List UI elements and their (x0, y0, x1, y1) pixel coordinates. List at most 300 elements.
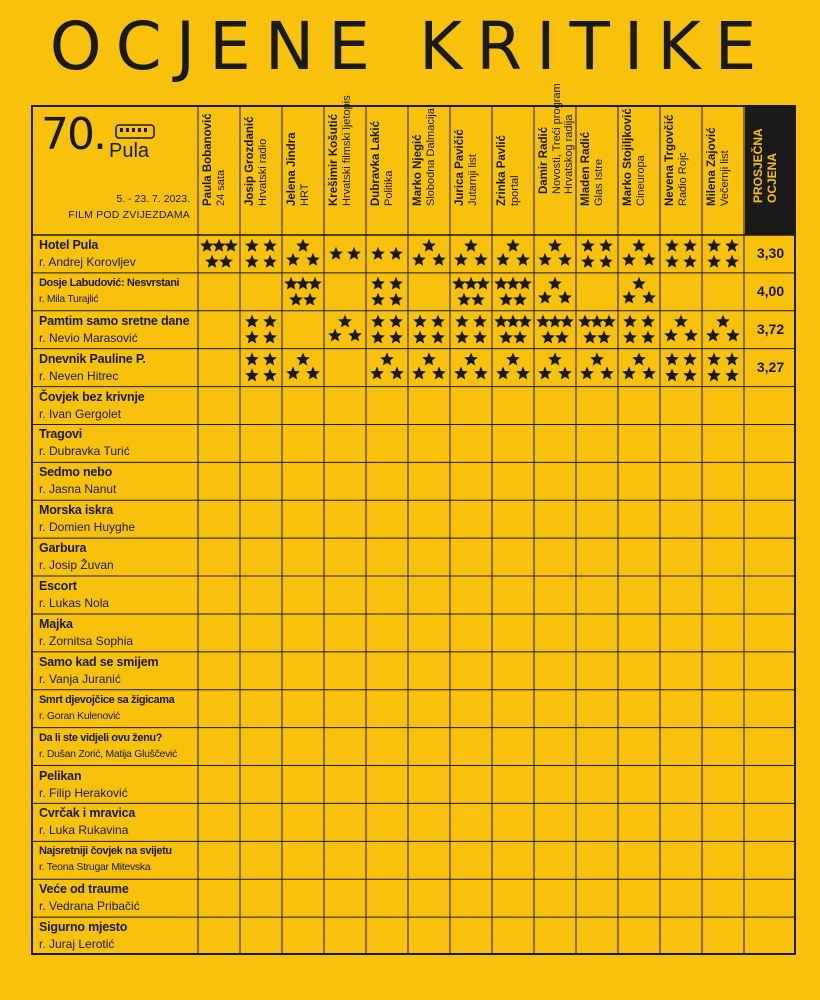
film-title: Hotel Pula (39, 238, 99, 252)
film-director: r. Zornitsa Sophia (39, 633, 134, 648)
star-icon (245, 239, 259, 252)
star-icon (328, 329, 342, 342)
critic-header (450, 105, 492, 235)
star-icon (471, 293, 485, 306)
star-icon (632, 277, 646, 290)
critic-name: Milena Zajović (706, 127, 718, 206)
star-icon (706, 329, 720, 342)
film-director: r. Domien Huyghe (39, 520, 136, 535)
festival-city: Pula (109, 140, 150, 162)
average-score (745, 879, 796, 917)
star-icon (474, 366, 488, 379)
film-row-label (31, 917, 198, 955)
star-icon (632, 352, 646, 365)
average-score (745, 690, 796, 728)
festival-dates: 5. - 23. 7. 2023. (116, 193, 190, 205)
rating-stars (494, 315, 532, 344)
star-icon (390, 366, 404, 379)
film-title: Escort (39, 579, 77, 594)
critic-header (534, 83, 576, 235)
rating-stars (286, 239, 320, 266)
film-row-label (31, 538, 198, 576)
star-icon (245, 255, 259, 268)
festival-tagline: FILM POD ZVIJEZDAMA (68, 209, 190, 221)
star-icon (263, 352, 277, 365)
critic-header (324, 95, 366, 235)
critic-header (282, 105, 324, 235)
rating-stars (538, 352, 572, 379)
rating-stars (622, 277, 656, 304)
critic-header (198, 105, 240, 235)
rating-stars (412, 239, 446, 266)
star-icon (371, 331, 385, 344)
star-icon (623, 331, 637, 344)
rating-stars (623, 315, 655, 344)
film-director: r. Josip Žuvan (39, 558, 114, 573)
critic-name: Krešimir Košutić (328, 113, 340, 206)
star-icon (455, 315, 469, 328)
star-icon (541, 331, 555, 344)
star-icon (683, 352, 697, 365)
average-score (745, 424, 796, 462)
star-icon (205, 255, 219, 268)
film-director: r. Ivan Gergolet (39, 406, 122, 421)
average-score (745, 652, 796, 690)
critic-header (618, 105, 660, 235)
star-icon (245, 368, 259, 381)
star-icon (506, 352, 520, 365)
average-score (745, 462, 796, 500)
film-director: r. Andrej Korovljev (39, 255, 136, 269)
critic-name: Paula Bobanović (202, 113, 214, 206)
critic-header (366, 105, 408, 235)
star-icon (219, 255, 233, 268)
film-title: Pamtim samo sretne dane (39, 313, 190, 328)
star-icon (599, 255, 613, 268)
star-icon (664, 329, 678, 342)
star-icon (329, 247, 343, 260)
star-icon (289, 293, 303, 306)
star-icon (245, 331, 259, 344)
average-score (745, 576, 796, 614)
star-icon (496, 366, 510, 379)
film-director: r. Vedrana Pribačić (39, 899, 140, 914)
star-icon (726, 329, 740, 342)
star-icon (286, 253, 300, 266)
rating-stars (245, 315, 277, 344)
star-icon (716, 315, 730, 328)
star-icon (583, 331, 597, 344)
critic-media: Hrvatski radio (257, 138, 269, 206)
star-icon (665, 239, 679, 252)
critic-media: Cineuropa (635, 155, 647, 206)
star-icon (422, 239, 436, 252)
film-row-label (31, 803, 198, 841)
star-icon (674, 315, 688, 328)
star-icon (431, 315, 445, 328)
star-icon (474, 253, 488, 266)
star-icon (347, 247, 361, 260)
star-icon (560, 315, 574, 328)
star-icon (496, 253, 510, 266)
film-row-label (31, 235, 198, 273)
star-icon (641, 315, 655, 328)
star-icon (516, 253, 530, 266)
film-title: Dnevnik Pauline P. (39, 351, 146, 366)
film-title: Dosje Labudović: Nesvrstani (39, 276, 180, 289)
star-icon (212, 239, 226, 252)
star-icon (432, 366, 446, 379)
star-icon (506, 239, 520, 252)
film-row-label (31, 462, 198, 500)
critic-header (492, 105, 534, 235)
star-icon (454, 366, 468, 379)
average-score (745, 803, 796, 841)
average-score: 3,27 (756, 358, 785, 375)
star-icon (284, 277, 298, 290)
star-icon (725, 255, 739, 268)
film-row-label (31, 841, 198, 879)
critic-header (660, 105, 702, 235)
rating-stars (371, 247, 403, 260)
star-icon (263, 239, 277, 252)
star-icon (499, 293, 513, 306)
star-icon (370, 366, 384, 379)
film-title: Veće od traume (39, 882, 129, 897)
star-icon (683, 368, 697, 381)
rating-stars (578, 315, 616, 344)
critic-name: Damir Radić (538, 126, 550, 194)
average-score (745, 614, 796, 652)
star-icon (371, 293, 385, 306)
film-director: r. Lukas Nola (39, 596, 110, 611)
rating-stars (665, 352, 697, 381)
star-icon (457, 293, 471, 306)
star-icon (464, 239, 478, 252)
average-score: 3,72 (756, 320, 785, 337)
arena-icon (115, 123, 155, 139)
rating-stars (455, 315, 487, 344)
film-director: r. Filip Heraković (39, 785, 128, 800)
film-title: Sedmo nebo (39, 465, 113, 480)
star-icon (306, 253, 320, 266)
critic-header (702, 105, 744, 235)
star-icon (707, 352, 721, 365)
star-icon (308, 277, 322, 290)
critic-media: Hrvatskog radija (563, 114, 575, 194)
average-score: 3,30 (756, 245, 785, 261)
film-director: r. Dubravka Turić (39, 444, 130, 459)
star-icon (707, 239, 721, 252)
film-row-label (31, 424, 198, 462)
star-icon (602, 315, 616, 328)
film-row-label (31, 728, 198, 766)
film-title: Smrt djevojčice sa žigicama (39, 693, 175, 706)
film-row-label (31, 500, 198, 538)
rating-stars (538, 239, 572, 266)
star-icon (224, 239, 238, 252)
average-score (745, 917, 796, 955)
star-icon (548, 315, 562, 328)
star-icon (494, 315, 508, 328)
critic-name: Mladen Radić (580, 131, 592, 206)
star-icon (622, 366, 636, 379)
rating-stars (452, 277, 490, 306)
film-row-label (31, 879, 198, 917)
rating-stars (412, 352, 446, 379)
critic-media: Politika (383, 170, 395, 206)
film-row-label (31, 349, 198, 387)
star-icon (506, 277, 520, 290)
rating-stars (245, 239, 277, 268)
star-icon (413, 315, 427, 328)
film-title: Sigurno mjesto (39, 920, 128, 935)
film-director: r. Goran Kulenović (39, 709, 120, 722)
rating-stars (329, 247, 361, 260)
average-score (745, 538, 796, 576)
star-icon (581, 255, 595, 268)
star-icon (338, 315, 352, 328)
star-icon (725, 352, 739, 365)
star-icon (642, 253, 656, 266)
critic-name: Nevena Trgovčić (664, 114, 676, 206)
rating-stars (371, 277, 403, 306)
film-title: Morska iskra (39, 503, 114, 518)
film-title: Majka (39, 616, 73, 631)
critic-header (408, 105, 450, 235)
star-icon (380, 352, 394, 365)
critic-media: 24 sata (215, 169, 227, 206)
star-icon (725, 239, 739, 252)
star-icon (683, 239, 697, 252)
rating-stars (413, 315, 445, 344)
film-row-label (31, 614, 198, 652)
star-icon (641, 331, 655, 344)
star-icon (683, 255, 697, 268)
star-icon (455, 331, 469, 344)
rating-stars (496, 352, 530, 379)
ratings-table (31, 83, 796, 955)
film-row-label (31, 273, 198, 311)
film-title: Najsretniji čovjek na svijetu (39, 845, 172, 858)
critic-media: Radio Rojc (677, 152, 689, 206)
film-director: r. Vanja Juranić (39, 671, 121, 686)
critic-media: HRT (299, 183, 311, 206)
star-icon (245, 315, 259, 328)
average-header-line1: PROSJEČNA (751, 128, 765, 203)
festival-logo (31, 105, 198, 235)
film-director: r. Mila Turajlić (39, 292, 99, 305)
film-director: r. Jasna Nanut (39, 482, 117, 497)
star-icon (642, 291, 656, 304)
star-icon (632, 239, 646, 252)
star-icon (518, 277, 532, 290)
star-icon (665, 368, 679, 381)
film-row-label (31, 690, 198, 728)
star-icon (548, 352, 562, 365)
rating-stars (494, 277, 532, 306)
star-icon (518, 315, 532, 328)
average-header-line2: OCJENA (765, 152, 779, 203)
rating-stars (581, 239, 613, 268)
star-icon (513, 293, 527, 306)
average-score (745, 728, 796, 766)
rating-stars (370, 352, 404, 379)
film-row-label (31, 387, 198, 425)
star-icon (622, 253, 636, 266)
star-icon (389, 331, 403, 344)
star-icon (263, 315, 277, 328)
star-icon (513, 331, 527, 344)
average-score (745, 841, 796, 879)
star-icon (464, 352, 478, 365)
star-icon (623, 315, 637, 328)
star-icon (665, 255, 679, 268)
star-icon (581, 239, 595, 252)
star-icon (245, 352, 259, 365)
star-icon (296, 277, 310, 290)
star-icon (538, 291, 552, 304)
star-icon (590, 315, 604, 328)
rating-stars (622, 239, 656, 266)
film-director: r. Luka Rukavina (39, 823, 129, 838)
average-score (745, 500, 796, 538)
average-score (745, 387, 796, 425)
rating-stars (538, 277, 572, 304)
rating-stars (496, 239, 530, 266)
film-row-label (31, 576, 198, 614)
star-icon (389, 293, 403, 306)
star-icon (412, 366, 426, 379)
star-icon (473, 331, 487, 344)
star-icon (622, 291, 636, 304)
star-icon (306, 366, 320, 379)
star-icon (303, 293, 317, 306)
star-icon (286, 366, 300, 379)
rating-stars (536, 315, 574, 344)
star-icon (412, 253, 426, 266)
rating-stars (707, 352, 739, 381)
page-title: OCJENE KRITIKE (49, 8, 771, 85)
star-icon (476, 277, 490, 290)
star-icon (296, 239, 310, 252)
star-icon (578, 315, 592, 328)
film-title: Da li ste vidjeli ovu ženu? (39, 731, 163, 744)
star-icon (516, 366, 530, 379)
critic-name: Dubravka Lakić (370, 120, 382, 206)
star-icon (536, 315, 550, 328)
star-icon (371, 277, 385, 290)
star-icon (707, 368, 721, 381)
critic-media: Hrvatski filmski ljetopis (341, 95, 353, 206)
critic-header (576, 105, 618, 235)
critic-name: Marko Stojiljković (622, 108, 634, 206)
star-icon (597, 331, 611, 344)
average-header (745, 105, 796, 235)
film-director: r. Teona Strugar Mitevska (39, 861, 151, 874)
star-icon (548, 239, 562, 252)
critic-name: Jurica Pavičić (454, 129, 466, 206)
critic-name: Jelena Jindra (286, 132, 298, 206)
star-icon (263, 368, 277, 381)
star-icon (499, 331, 513, 344)
festival-edition: 70. (41, 109, 105, 160)
film-title: Tragovi (39, 427, 83, 442)
critic-media: Slobodna Dalmacija (425, 108, 437, 206)
rating-stars (245, 352, 277, 381)
star-icon (580, 366, 594, 379)
star-icon (263, 331, 277, 344)
critic-media: Glas Istre (593, 158, 605, 206)
star-icon (538, 366, 552, 379)
star-icon (642, 366, 656, 379)
rating-stars (580, 352, 614, 379)
film-title: Cvrčak i mravica (39, 806, 136, 821)
star-icon (684, 329, 698, 342)
star-icon (432, 253, 446, 266)
critic-media: Novosti, Treći program (551, 83, 563, 194)
rating-stars (665, 239, 697, 268)
rating-stars (664, 315, 698, 342)
film-title: Čovjek bez krivnje (39, 389, 145, 404)
average-score (745, 766, 796, 804)
film-title: Garbura (39, 541, 87, 556)
star-icon (464, 277, 478, 290)
rating-stars (328, 315, 362, 342)
film-row-label (31, 766, 198, 804)
film-director: r. Neven Hitrec (39, 368, 119, 383)
star-icon (263, 255, 277, 268)
star-icon (558, 253, 572, 266)
film-director: r. Juraj Lerotić (39, 937, 115, 952)
star-icon (538, 253, 552, 266)
star-icon (452, 277, 466, 290)
rating-stars (200, 239, 238, 268)
critic-media: Jutarnji list (467, 154, 479, 206)
star-icon (558, 366, 572, 379)
star-icon (200, 239, 214, 252)
star-icon (707, 255, 721, 268)
rating-stars (286, 352, 320, 379)
critic-name: Zrinka Pavlić (496, 135, 508, 206)
critic-name: Josip Grozdanić (244, 116, 256, 206)
star-icon (389, 277, 403, 290)
rating-stars (707, 239, 739, 268)
critic-header (240, 105, 282, 235)
average-score: 4,00 (756, 282, 785, 299)
star-icon (389, 315, 403, 328)
film-row-label (31, 652, 198, 690)
star-icon (422, 352, 436, 365)
star-icon (555, 331, 569, 344)
rating-stars (284, 277, 322, 306)
critic-name: Marko Njegić (412, 134, 424, 206)
film-director: r. Nevio Marasović (39, 330, 138, 345)
star-icon (599, 239, 613, 252)
star-icon (371, 315, 385, 328)
star-icon (371, 247, 385, 260)
star-icon (558, 291, 572, 304)
star-icon (548, 277, 562, 290)
film-title: Samo kad se smijem (39, 654, 159, 669)
critic-media: Večernji list (719, 150, 731, 206)
star-icon (600, 366, 614, 379)
rating-stars (454, 352, 488, 379)
film-row-label (31, 311, 198, 349)
star-icon (665, 352, 679, 365)
star-icon (431, 331, 445, 344)
star-icon (348, 329, 362, 342)
